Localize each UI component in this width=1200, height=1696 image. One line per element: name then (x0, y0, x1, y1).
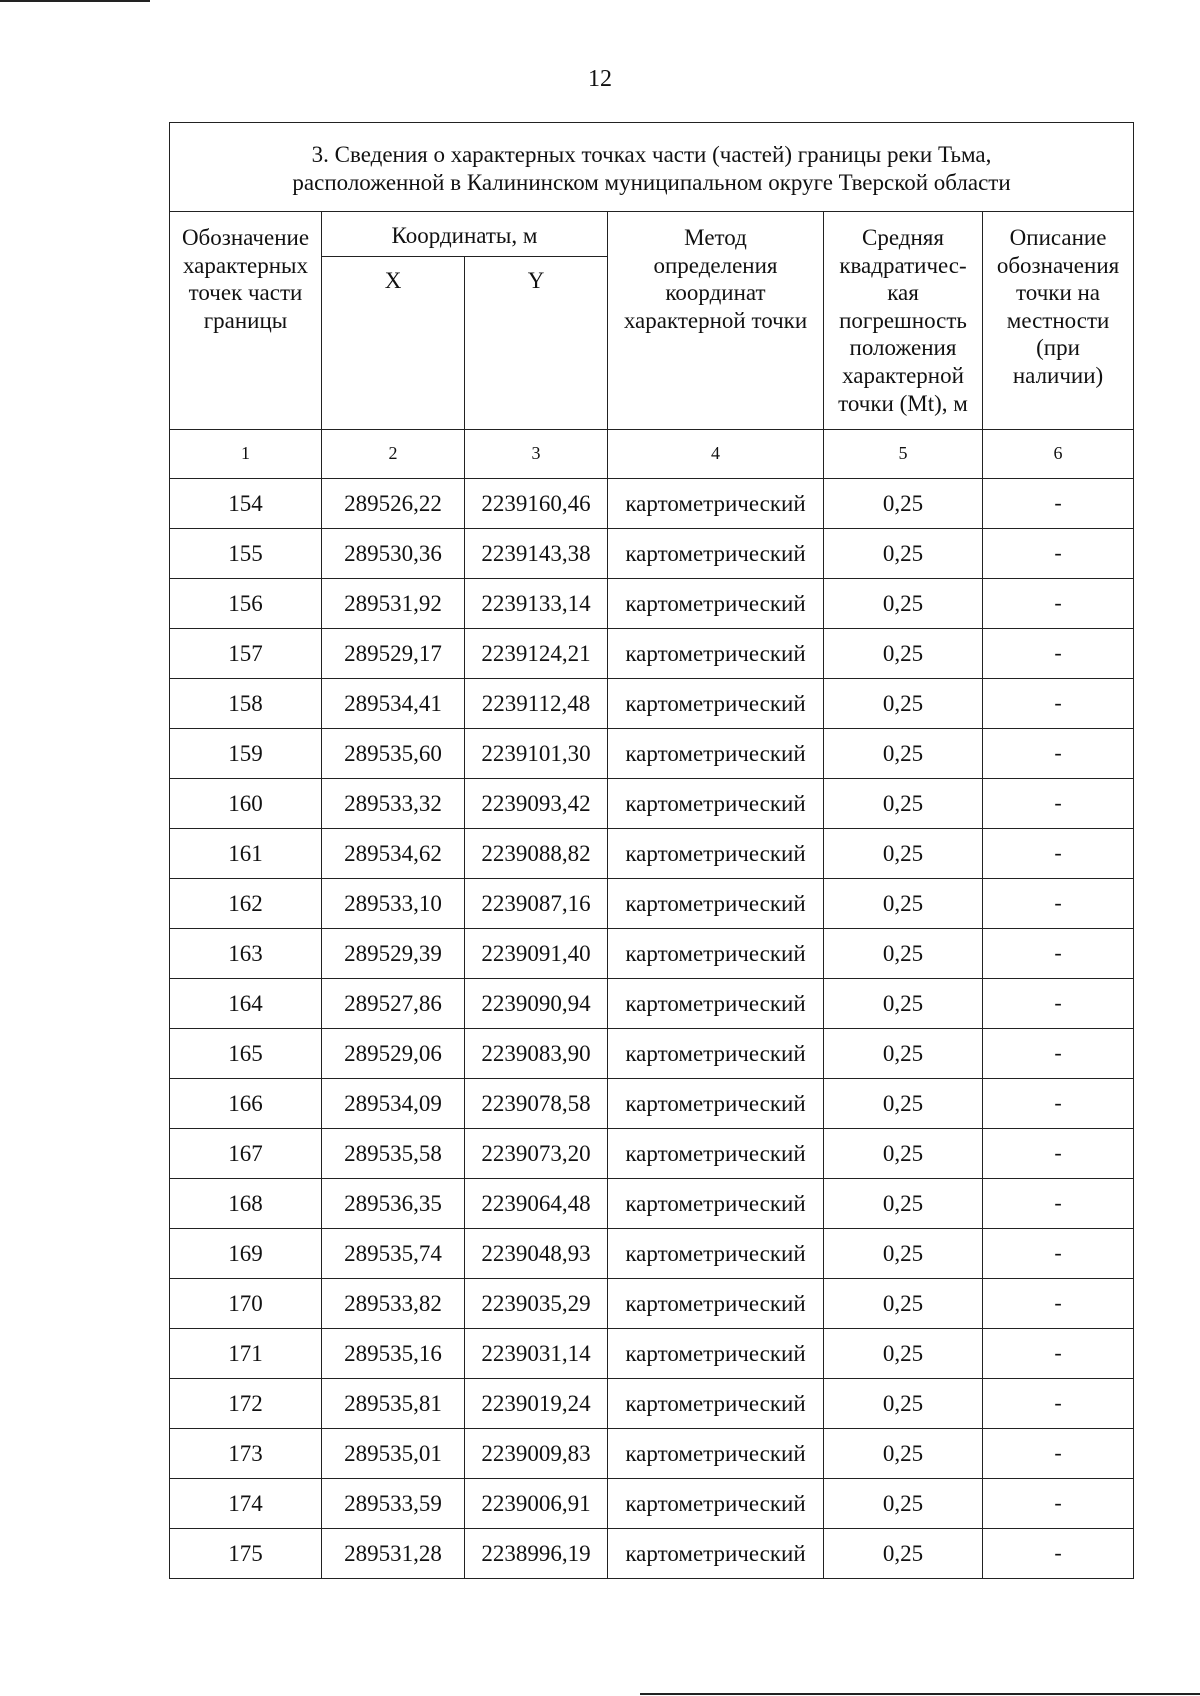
point-cell: 159 (170, 729, 322, 779)
description-cell: - (983, 1479, 1134, 1529)
y-coordinate-cell: 2239048,93 (465, 1229, 608, 1279)
column-number: 2 (322, 430, 465, 479)
point-cell: 172 (170, 1379, 322, 1429)
table-row (170, 1229, 1134, 1279)
table-row (170, 1529, 1134, 1579)
point-cell: 168 (170, 1179, 322, 1229)
error-cell: 0,25 (824, 479, 983, 529)
method-cell: картометрический (608, 1529, 824, 1579)
error-cell: 0,25 (824, 829, 983, 879)
header-method (608, 212, 824, 430)
table-row (170, 679, 1134, 729)
method-cell: картометрический (608, 729, 824, 779)
scan-border-artifact (0, 0, 150, 2)
error-cell: 0,25 (824, 1179, 983, 1229)
header-line: наличии) (1012, 362, 1104, 388)
y-coordinate-cell: 2238996,19 (465, 1529, 608, 1579)
error-cell: 0,25 (824, 929, 983, 979)
description-cell: - (983, 1429, 1134, 1479)
header-line: обозначения (996, 252, 1120, 278)
point-cell: 175 (170, 1529, 322, 1579)
error-cell: 0,25 (824, 1379, 983, 1429)
header-point-designation (170, 212, 322, 430)
header-line: погрешность (839, 307, 967, 333)
y-coordinate-cell: 2239124,21 (465, 629, 608, 679)
y-coordinate-cell: 2239035,29 (465, 1279, 608, 1329)
column-number: 1 (170, 430, 322, 479)
x-coordinate-cell: 289535,01 (322, 1429, 465, 1479)
description-cell: - (983, 629, 1134, 679)
point-cell: 169 (170, 1229, 322, 1279)
method-cell: картометрический (608, 979, 824, 1029)
method-cell: картометрический (608, 529, 824, 579)
method-cell: картометрический (608, 629, 824, 679)
table-row (170, 1129, 1134, 1179)
table-title-row (170, 123, 1134, 212)
y-coordinate-cell: 2239031,14 (465, 1329, 608, 1379)
x-coordinate-cell: 289527,86 (322, 979, 465, 1029)
point-cell: 166 (170, 1079, 322, 1129)
header-line: Обозначение (181, 225, 310, 250)
y-coordinate-cell: 2239019,24 (465, 1379, 608, 1429)
column-number: 4 (608, 430, 824, 479)
y-coordinate-cell: 2239078,58 (465, 1079, 608, 1129)
x-coordinate-cell: 289536,35 (322, 1179, 465, 1229)
x-coordinate-cell: 289530,36 (322, 529, 465, 579)
y-coordinate-cell: 2239160,46 (465, 479, 608, 529)
y-coordinate-cell: 2239064,48 (465, 1179, 608, 1229)
header-mean-error (824, 212, 983, 430)
x-coordinate-cell: 289533,10 (322, 879, 465, 929)
column-number: 6 (983, 430, 1134, 479)
y-coordinate-cell: 2239101,30 (465, 729, 608, 779)
x-coordinate-cell: 289533,82 (322, 1279, 465, 1329)
y-coordinate-cell: 2239009,83 (465, 1429, 608, 1479)
header-coordinates: Координаты, м (322, 212, 608, 257)
x-coordinate-cell: 289533,32 (322, 779, 465, 829)
x-coordinate-cell: 289535,60 (322, 729, 465, 779)
table-row (170, 1279, 1134, 1329)
x-coordinate-cell: 289531,28 (322, 1529, 465, 1579)
description-cell: - (983, 879, 1134, 929)
table-row (170, 729, 1134, 779)
table-row (170, 1329, 1134, 1379)
point-cell: 154 (170, 479, 322, 529)
x-coordinate-cell: 289535,16 (322, 1329, 465, 1379)
point-cell: 156 (170, 579, 322, 629)
x-coordinate-cell: 289534,09 (322, 1079, 465, 1129)
method-cell: картометрический (608, 579, 824, 629)
x-coordinate-cell: 289535,58 (322, 1129, 465, 1179)
x-coordinate-cell: 289534,41 (322, 679, 465, 729)
header-x: X (322, 257, 465, 430)
error-cell: 0,25 (824, 529, 983, 579)
method-cell: картометрический (608, 1029, 824, 1079)
error-cell: 0,25 (824, 579, 983, 629)
header-line: кая (887, 280, 919, 306)
point-cell: 162 (170, 879, 322, 929)
x-coordinate-cell: 289529,39 (322, 929, 465, 979)
point-cell: 163 (170, 929, 322, 979)
table-row (170, 1479, 1134, 1529)
y-coordinate-cell: 2239090,94 (465, 979, 608, 1029)
header-line: квадратичес- (839, 252, 967, 278)
description-cell: - (983, 1529, 1134, 1579)
description-cell: - (983, 829, 1134, 879)
point-cell: 165 (170, 1029, 322, 1079)
error-cell: 0,25 (824, 1229, 983, 1279)
method-cell: картометрический (608, 1429, 824, 1479)
method-cell: картометрический (608, 879, 824, 929)
y-coordinate-cell: 2239073,20 (465, 1129, 608, 1179)
table-row (170, 1379, 1134, 1429)
y-coordinate-cell: 2239143,38 (465, 529, 608, 579)
point-cell: 174 (170, 1479, 322, 1529)
table-row (170, 629, 1134, 679)
description-cell: - (983, 479, 1134, 529)
table-row (170, 1179, 1134, 1229)
column-number: 3 (465, 430, 608, 479)
description-cell: - (983, 1029, 1134, 1079)
x-coordinate-cell: 289534,62 (322, 829, 465, 879)
description-cell: - (983, 929, 1134, 979)
method-cell: картометрический (608, 1479, 824, 1529)
y-coordinate-cell: 2239112,48 (465, 679, 608, 729)
error-cell: 0,25 (824, 1279, 983, 1329)
error-cell: 0,25 (824, 679, 983, 729)
method-cell: картометрический (608, 1379, 824, 1429)
error-cell: 0,25 (824, 1479, 983, 1529)
method-cell: картометрический (608, 829, 824, 879)
description-cell: - (983, 1379, 1134, 1429)
method-cell: картометрический (608, 1129, 824, 1179)
description-cell: - (983, 579, 1134, 629)
description-cell: - (983, 1179, 1134, 1229)
description-cell: - (983, 779, 1134, 829)
method-cell: картометрический (608, 1329, 824, 1379)
description-cell: - (983, 1229, 1134, 1279)
point-cell: 157 (170, 629, 322, 679)
description-cell: - (983, 1279, 1134, 1329)
point-cell: 158 (170, 679, 322, 729)
table-row (170, 579, 1134, 629)
table-row (170, 1029, 1134, 1079)
method-cell: картометрический (608, 929, 824, 979)
header-line: точки (Mt), м (838, 390, 968, 416)
header-line: местности (1006, 307, 1110, 333)
point-cell: 171 (170, 1329, 322, 1379)
header-description (983, 212, 1134, 430)
description-cell: - (983, 679, 1134, 729)
y-coordinate-cell: 2239093,42 (465, 779, 608, 829)
y-coordinate-cell: 2239091,40 (465, 929, 608, 979)
description-cell: - (983, 1129, 1134, 1179)
header-line: положения (849, 335, 957, 361)
method-cell: картометрический (608, 679, 824, 729)
method-cell: картометрический (608, 779, 824, 829)
error-cell: 0,25 (824, 1079, 983, 1129)
description-cell: - (983, 1329, 1134, 1379)
header-line: определения (653, 252, 778, 278)
error-cell: 0,25 (824, 979, 983, 1029)
table-row (170, 529, 1134, 579)
method-cell: картометрический (608, 1079, 824, 1129)
page-number: 12 (588, 66, 612, 92)
description-cell: - (983, 1079, 1134, 1129)
point-cell: 155 (170, 529, 322, 579)
table-row (170, 879, 1134, 929)
point-cell: 173 (170, 1429, 322, 1479)
x-coordinate-cell: 289529,17 (322, 629, 465, 679)
point-cell: 170 (170, 1279, 322, 1329)
method-cell: картометрический (608, 1279, 824, 1329)
point-cell: 164 (170, 979, 322, 1029)
error-cell: 0,25 (824, 1429, 983, 1479)
header-line: Средняя (862, 225, 944, 250)
header-line: характерной (842, 362, 964, 388)
description-cell: - (983, 729, 1134, 779)
header-line: точек части (188, 280, 303, 306)
header-line: (при (1036, 335, 1080, 361)
table-row (170, 829, 1134, 879)
x-coordinate-cell: 289526,22 (322, 479, 465, 529)
table-row (170, 979, 1134, 1029)
table-row (170, 779, 1134, 829)
table-row (170, 1079, 1134, 1129)
error-cell: 0,25 (824, 1029, 983, 1079)
y-coordinate-cell: 2239088,82 (465, 829, 608, 879)
table-title-line: расположенной в Калининском муниципальном округе Тверской области (292, 170, 1011, 195)
boundary-points-table (169, 122, 1134, 1579)
description-cell: - (983, 529, 1134, 579)
table-row (170, 929, 1134, 979)
table-row (170, 1429, 1134, 1479)
y-coordinate-cell: 2239083,90 (465, 1029, 608, 1079)
x-coordinate-cell: 289529,06 (322, 1029, 465, 1079)
error-cell: 0,25 (824, 629, 983, 679)
header-line: границы (203, 307, 288, 333)
x-coordinate-cell: 289531,92 (322, 579, 465, 629)
column-number: 5 (824, 430, 983, 479)
table-row (170, 479, 1134, 529)
error-cell: 0,25 (824, 1129, 983, 1179)
x-coordinate-cell: 289535,81 (322, 1379, 465, 1429)
column-number-row (170, 430, 1134, 479)
method-cell: картометрический (608, 479, 824, 529)
y-coordinate-cell: 2239087,16 (465, 879, 608, 929)
error-cell: 0,25 (824, 779, 983, 829)
error-cell: 0,25 (824, 1329, 983, 1379)
error-cell: 0,25 (824, 729, 983, 779)
point-cell: 161 (170, 829, 322, 879)
header-line: характерных (182, 252, 308, 278)
header-line: координат (665, 280, 766, 306)
scan-border-artifact (640, 1693, 1200, 1695)
header-line: Описание (1009, 225, 1107, 250)
y-coordinate-cell: 2239006,91 (465, 1479, 608, 1529)
method-cell: картометрический (608, 1179, 824, 1229)
header-line: точки на (1016, 280, 1101, 306)
header-row (170, 212, 1134, 257)
header-y: Y (465, 257, 608, 430)
y-coordinate-cell: 2239133,14 (465, 579, 608, 629)
x-coordinate-cell: 289533,59 (322, 1479, 465, 1529)
x-coordinate-cell: 289535,74 (322, 1229, 465, 1279)
error-cell: 0,25 (824, 1529, 983, 1579)
table-title (170, 123, 1134, 212)
error-cell: 0,25 (824, 879, 983, 929)
description-cell: - (983, 979, 1134, 1029)
point-cell: 167 (170, 1129, 322, 1179)
header-line: Метод (684, 225, 747, 250)
header-line: характерной точки (623, 307, 808, 333)
point-cell: 160 (170, 779, 322, 829)
table-title-line: 3. Сведения о характерных точках части (частей) границы реки Тьма, (311, 142, 992, 168)
method-cell: картометрический (608, 1229, 824, 1279)
